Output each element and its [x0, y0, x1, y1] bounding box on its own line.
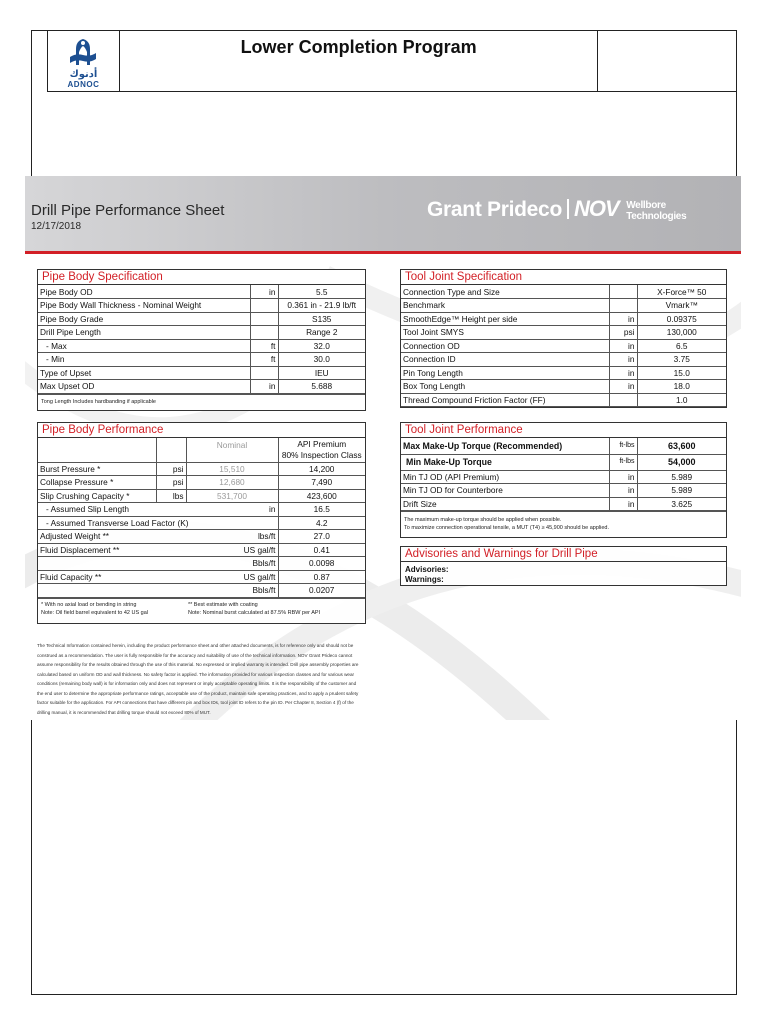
- table-row: [401, 366, 726, 380]
- row-value: X-Force™ 50: [637, 285, 726, 299]
- table-row: [38, 366, 365, 380]
- row-unit: in: [609, 484, 637, 498]
- row-label: Thread Compound Friction Factor (FF): [401, 393, 609, 407]
- row-unit: psi: [156, 462, 186, 476]
- sheet-title: Drill Pipe Performance Sheet: [31, 202, 225, 219]
- table-row: [401, 353, 726, 367]
- logo-text: ADNOC: [67, 80, 100, 89]
- table-row: [38, 339, 365, 353]
- row-value: 5.989: [637, 470, 726, 484]
- note-line-2: [41, 609, 362, 617]
- max-torque-label: Max Make-Up Torque (Recommended): [401, 438, 609, 454]
- col-api-premium: [278, 438, 365, 462]
- row-unit: [609, 299, 637, 313]
- drill-pipe-sheet: [25, 176, 741, 720]
- row-label: Slip Crushing Capacity *: [38, 489, 156, 503]
- max-torque-value: 63,600: [637, 438, 726, 454]
- row-value: S135: [278, 312, 365, 326]
- brand-nov: NOV: [573, 196, 619, 221]
- table-row: [38, 476, 365, 490]
- pipe-body-perf-notes: [38, 598, 365, 623]
- table-row: [401, 312, 726, 326]
- tool-joint-perf-block: [400, 422, 727, 538]
- table-row: [38, 462, 365, 476]
- fluid-cap-value-2: 0.0207: [278, 584, 365, 598]
- table-row: [401, 326, 726, 340]
- row-unit: ft: [250, 339, 278, 353]
- max-torque-unit: ft-lbs: [609, 438, 637, 454]
- slip-length-label: - Assumed Slip Length: [46, 504, 130, 515]
- fluid-disp-cell: [38, 543, 278, 557]
- row-label: - Min: [38, 353, 250, 367]
- row-unit: [609, 285, 637, 299]
- row-value: 32.0: [278, 339, 365, 353]
- logo-cell: [48, 31, 120, 92]
- table-row: [401, 497, 726, 511]
- table-row: [401, 484, 726, 498]
- adjusted-weight-value: 27.0: [278, 530, 365, 544]
- row-label: Connection ID: [401, 353, 609, 367]
- brand-name: Grant Prideco: [427, 198, 562, 221]
- row-nominal: 12,680: [186, 476, 278, 490]
- load-factor-value: 4.2: [278, 516, 365, 530]
- row-value: 3.625: [637, 497, 726, 511]
- tool-joint-perf-notes: [401, 511, 726, 537]
- row-value: Vmark™: [637, 299, 726, 313]
- min-torque-value: 54,000: [637, 454, 726, 470]
- row-value: 5.688: [278, 380, 365, 394]
- table-row: [401, 339, 726, 353]
- row-label: Pin Tong Length: [401, 366, 609, 380]
- table-row: [38, 380, 365, 394]
- row-value: 3.75: [637, 353, 726, 367]
- fluid-cap-unit-1: US gal/ft: [243, 571, 276, 582]
- table-row: [38, 312, 365, 326]
- row-label: Connection Type and Size: [401, 285, 609, 299]
- table-row: [38, 584, 365, 598]
- row-label: Tool Joint SMYS: [401, 326, 609, 340]
- row-label: Collapse Pressure *: [38, 476, 156, 490]
- pipe-body-spec-title: Pipe Body Specification: [38, 270, 365, 285]
- brand-sub: [626, 200, 686, 222]
- slip-length-unit: in: [269, 504, 276, 515]
- table-row: [401, 299, 726, 313]
- fluid-cap-value-1: 0.87: [278, 570, 365, 584]
- row-label: Min TJ OD (API Premium): [401, 470, 609, 484]
- row-label: SmoothEdge™ Height per side: [401, 312, 609, 326]
- min-torque-unit: ft-lbs: [609, 454, 637, 470]
- table-row: [38, 503, 365, 517]
- row-value: 18.0: [637, 380, 726, 394]
- advisories-label: Advisories:: [405, 565, 449, 574]
- row-value: 5.989: [637, 484, 726, 498]
- fluid-disp-unit-2: Bbls/ft: [38, 557, 278, 571]
- pipe-body-perf-block: [37, 422, 366, 624]
- row-unit: [250, 366, 278, 380]
- note-1a: * With no axial load or bending in string: [41, 601, 137, 608]
- tool-joint-perf-table: [401, 438, 726, 511]
- row-label: Box Tong Length: [401, 380, 609, 394]
- sheet-date: 12/17/2018: [31, 221, 82, 232]
- row-nominal: 15,510: [186, 462, 278, 476]
- note-2a: Note: Oil field barrel equivalent to 42 US gal: [41, 609, 149, 616]
- fluid-disp-label: Fluid Displacement **: [40, 544, 120, 555]
- brand-divider: [567, 199, 569, 219]
- row-unit: in: [609, 366, 637, 380]
- fluid-disp-value-1: 0.41: [278, 543, 365, 557]
- table-row: [38, 543, 365, 557]
- banner-red-line: [25, 251, 741, 254]
- header-blank: [156, 438, 186, 462]
- col-api-1: API Premium: [297, 438, 347, 449]
- table-row: [401, 285, 726, 299]
- row-nominal: 531,700: [186, 489, 278, 503]
- table-row: [401, 393, 726, 407]
- row-label: Connection OD: [401, 339, 609, 353]
- brand-sub-2: Technologies: [626, 211, 687, 222]
- row-unit: psi: [156, 476, 186, 490]
- row-label: - Max: [38, 339, 250, 353]
- brand-logo: [427, 196, 686, 222]
- warnings-label: Warnings:: [405, 575, 444, 584]
- adnoc-logo-icon: [66, 35, 100, 69]
- row-value: Range 2: [278, 326, 365, 340]
- row-unit: in: [609, 380, 637, 394]
- table-row: [38, 285, 365, 299]
- row-label: Pipe Body Wall Thickness - Nominal Weight: [38, 299, 250, 313]
- row-label: Benchmark: [401, 299, 609, 313]
- row-value: 6.5: [637, 339, 726, 353]
- header-blank-cell: [598, 31, 737, 92]
- row-label: Type of Upset: [38, 366, 250, 380]
- pipe-body-spec-table: [38, 285, 365, 394]
- fluid-disp-unit-1: US gal/ft: [243, 544, 276, 555]
- row-value: 0.09375: [637, 312, 726, 326]
- row-unit: in: [609, 470, 637, 484]
- row-value: 15.0: [637, 366, 726, 380]
- table-header-row: [38, 438, 365, 462]
- fluid-disp-value-2: 0.0098: [278, 557, 365, 571]
- brand-sub-1: Wellbore: [626, 200, 666, 211]
- col-api-2: 80% Inspection Class: [281, 449, 362, 460]
- page-title: Lower Completion Program: [119, 31, 597, 92]
- row-unit: ft: [250, 353, 278, 367]
- row-value: 130,000: [637, 326, 726, 340]
- row-unit: [250, 312, 278, 326]
- tool-joint-spec-block: [400, 269, 727, 408]
- row-unit: [250, 326, 278, 340]
- tool-joint-spec-table: [401, 285, 726, 407]
- load-factor-label: - Assumed Transverse Load Factor: [46, 517, 176, 528]
- row-unit: [250, 299, 278, 313]
- table-row: [38, 557, 365, 571]
- advisories-block: [400, 546, 727, 586]
- tool-joint-perf-title: Tool Joint Performance: [401, 423, 726, 438]
- adjusted-weight-label: Adjusted Weight **: [40, 531, 110, 542]
- row-value: 7,490: [278, 476, 365, 490]
- row-unit: in: [250, 380, 278, 394]
- row-unit: [609, 393, 637, 407]
- adjusted-weight-unit: lbs/ft: [257, 531, 276, 542]
- load-factor-unit: (K): [177, 517, 189, 528]
- row-label: Pipe Body OD: [38, 285, 250, 299]
- row-label: Drift Size: [401, 497, 609, 511]
- pipe-body-spec-block: [37, 269, 366, 411]
- note-2b: Note: Nominal burst calculated at 87.5% RBW per API: [188, 609, 321, 616]
- table-row: [38, 530, 365, 544]
- table-row: [401, 454, 726, 470]
- table-row: [401, 470, 726, 484]
- table-row: [38, 299, 365, 313]
- note-line-1: [41, 601, 362, 609]
- table-row: [401, 438, 726, 454]
- row-value: 0.361 in - 21.9 lb/ft: [278, 299, 365, 313]
- col-nominal: Nominal: [186, 438, 278, 462]
- fluid-cap-unit-2: Bbls/ft: [38, 584, 278, 598]
- pipe-body-perf-title: Pipe Body Performance: [38, 423, 365, 438]
- tong-length-note: Tong Length Includes hardbanding if applicable: [38, 394, 365, 410]
- document-header: [47, 30, 737, 92]
- slip-length-value: 16.5: [278, 503, 365, 517]
- row-label: Burst Pressure *: [38, 462, 156, 476]
- row-label: Drill Pipe Length: [38, 326, 250, 340]
- row-value: 14,200: [278, 462, 365, 476]
- advisories-title: Advisories and Warnings for Drill Pipe: [401, 547, 726, 562]
- adjusted-weight-cell: [38, 530, 278, 544]
- row-unit: in: [609, 312, 637, 326]
- note-1b: ** Best estimate with coating: [188, 601, 258, 608]
- header-blank: [38, 438, 156, 462]
- logo-arabic-text: أدنوك: [69, 69, 98, 80]
- table-row: [38, 570, 365, 584]
- row-label: Pipe Body Grade: [38, 312, 250, 326]
- row-value: 30.0: [278, 353, 365, 367]
- row-unit: in: [609, 339, 637, 353]
- row-value: 5.5: [278, 285, 365, 299]
- disclaimer-text: The Technical Information contained herein, including the product performance sheet and other attached documents, is for reference only and should not be construed as a recommendation. The user is fully responsible for the accuracy and suitability of use of the technical information. NOV Grant Prideco cannot assume responsibility for the results obtained through the use of this material. No expressed or implied warranty is intended. Drill pipe assembly properties are calculated based on uniform OD and wall thickness. No safety factor is applied. The information provided for various inspection classes and for various wear conditions (remaining body wall) is for information only and does not represent or imply acceptable operating limits. It is the responsibility of the customer and the end user to determine the appropriate performance ratings, acceptable use of the product, maintain safe operating practices, and to apply a prudent safety factor suitable for the application. For API connections that have different pin and box IDs, tool joint ID refers to the pin ID. Per Chapter 8, Section 4 (f) of the drilling manual, it is recommended that drilling torque should not exceed 80% of MUT.: [37, 643, 359, 715]
- row-unit: psi: [609, 326, 637, 340]
- min-torque-label: Min Make-Up Torque: [401, 454, 609, 470]
- table-row: [38, 353, 365, 367]
- table-row: [401, 380, 726, 394]
- pipe-body-perf-table: [38, 438, 365, 598]
- fluid-cap-label: Fluid Capacity **: [40, 571, 102, 582]
- row-value: 423,600: [278, 489, 365, 503]
- load-factor-cell: [38, 516, 278, 530]
- row-value: IEU: [278, 366, 365, 380]
- torque-note-1: The maximum make-up torque should be applied when possible.: [404, 517, 562, 523]
- row-unit: lbs: [156, 489, 186, 503]
- table-row: [38, 516, 365, 530]
- row-unit: in: [609, 353, 637, 367]
- row-value: 1.0: [637, 393, 726, 407]
- slip-length-cell: [38, 503, 278, 517]
- row-unit: in: [609, 497, 637, 511]
- tool-joint-spec-title: Tool Joint Specification: [401, 270, 726, 285]
- torque-note-2: To maximize connection operational tensile, a MUT (T4) ≥ 45,900 should be applied.: [404, 525, 610, 531]
- row-label: Min TJ OD for Counterbore: [401, 484, 609, 498]
- fluid-cap-cell: [38, 570, 278, 584]
- row-label: Max Upset OD: [38, 380, 250, 394]
- table-row: [38, 326, 365, 340]
- table-row: [38, 489, 365, 503]
- row-unit: in: [250, 285, 278, 299]
